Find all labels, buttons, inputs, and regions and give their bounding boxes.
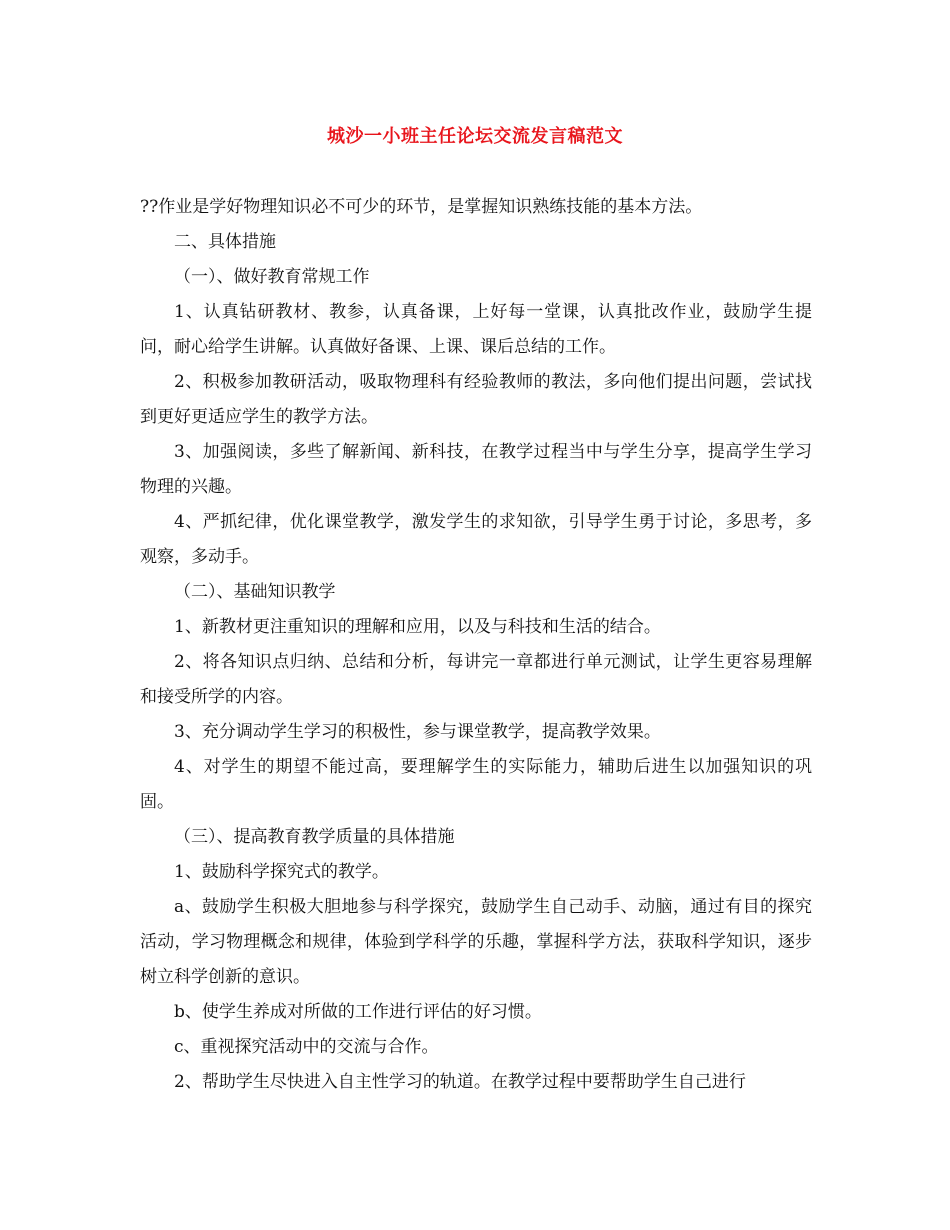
paragraph: 3、加强阅读，多些了解新闻、新科技，在教学过程当中与学生分享，提高学生学习物理的兴趣。 [140,442,812,497]
paragraph: 1、新教材更注重知识的理解和应用，以及与科技和生活的结合。 [174,617,661,637]
paragraph: 2、将各知识点归纳、总结和分析，每讲完一章都进行单元测试，让学生更容易理解和接受所学的内容。 [140,652,812,707]
paragraph: （三）、提高教育教学质量的具体措施 [174,827,455,847]
paragraph: c、重视探究活动中的交流与合作。 [174,1037,439,1057]
paragraph: 4、严抓纪律，优化课堂教学，激发学生的求知欲，引导学生勇于讨论，多思考，多观察，多动手。 [140,512,812,567]
paragraph: （一）、做好教育常规工作 [174,267,370,287]
paragraph: 3、充分调动学生学习的积极性，参与课堂教学，提高教学效果。 [174,722,661,742]
document-title: 城沙一小班主任论坛交流发言稿范文 [327,126,623,147]
paragraph: 4、对学生的期望不能过高，要理解学生的实际能力，辅助后进生以加强知识的巩固。 [140,757,812,812]
paragraph: ??作业是学好物理知识必不可少的环节，是掌握知识熟练技能的基本方法。 [140,197,703,217]
paragraph: b、使学生养成对所做的工作进行评估的好习惯。 [174,1002,542,1022]
paragraph: 1、认真钻研教材、教参，认真备课，上好每一堂课，认真批改作业，鼓励学生提问，耐心给学生讲解。认真做好备课、上课、课后总结的工作。 [140,302,812,357]
paragraph: 2、积极参加教研活动，吸取物理科有经验教师的教法，多向他们提出问题，尝试找到更好更适应学生的教学方法。 [140,372,812,427]
paragraph: （二）、基础知识教学 [174,582,336,602]
paragraph: 二、具体措施 [174,232,276,252]
paragraph: 2、帮助学生尽快进入自主性学习的轨道。在教学过程中要帮助学生自己进行 [174,1072,746,1092]
paragraph: 1、鼓励科学探究式的教学。 [174,862,389,882]
paragraph: a、鼓励学生积极大胆地参与科学探究，鼓励学生自己动手、动脑，通过有目的探究活动，学习物理概念和规律，体验到学科学的乐趣，掌握科学方法，获取科学知识，逐步树立科学创新的意识。 [140,897,812,987]
document-body [140,190,812,1100]
